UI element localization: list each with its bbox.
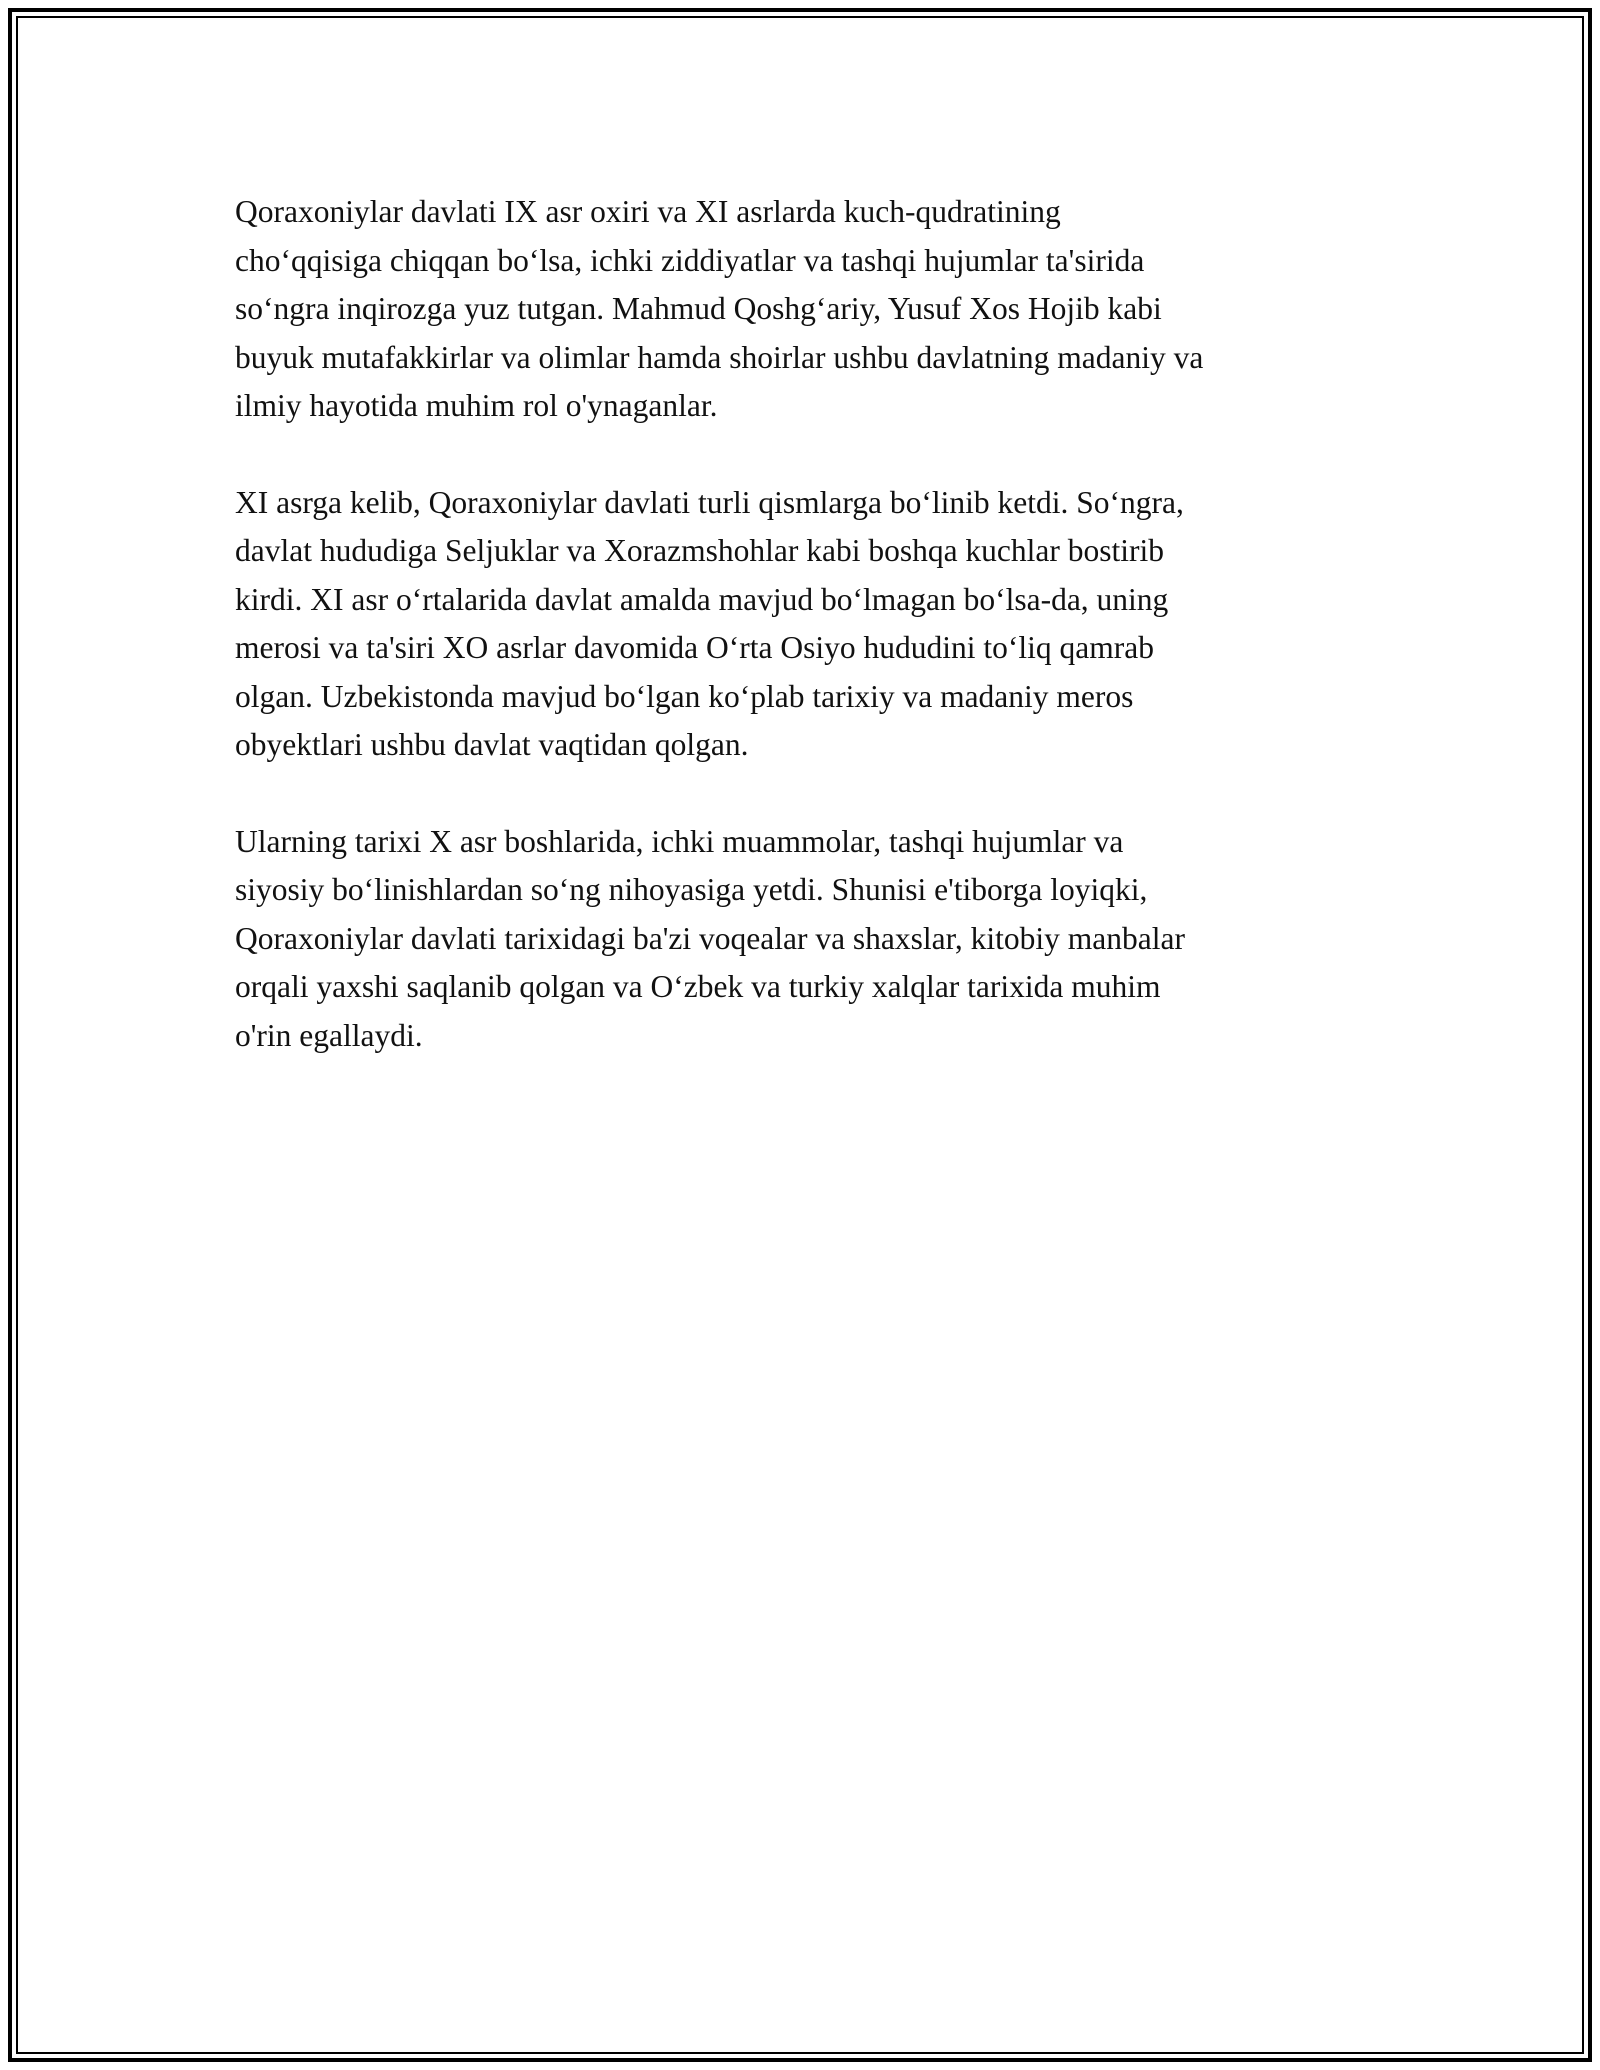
paragraph-3: Ularning tarixi X asr boshlarida, ichki muammolar, tashqi hujumlar va siyosiy bo‘linishlardan so‘ng nihoyasiga yetdi. Shunisi e'tiborga loyiqki, Qoraxoniylar davlati tarixidagi ba'zi voqealar va shaxslar, kitobiy manbalar orqali yaxshi saqlanib qolgan va O‘zbek va turkiy xalqlar tarixida muhim o'rin egallaydi. (235, 823, 1185, 1053)
document-body (235, 188, 1385, 1108)
paragraph-1: Qoraxoniylar davlati IX asr oxiri va XI asrlarda kuch-qudratining cho‘qqisiga chiqqan bo‘lsa, ichki ziddiyatlar va tashqi hujumlar ta'sirida so‘ngra inqirozga yuz tutgan. Mahmud Qoshg‘ariy, Yusuf Xos Hojib kabi buyuk mutafakkirlar va olimlar hamda shoirlar ushbu davlatning madaniy va ilmiy hayotida muhim rol o'ynaganlar. (235, 194, 1204, 423)
paragraph-2: XI asrga kelib, Qoraxoniylar davlati turli qismlarga bo‘linib ketdi. So‘ngra, davlat hududiga Seljuklar va Xorazmshohlar kabi boshqa kuchlar bostirib kirdi. XI asr o‘rtalarida davlat amalda mavjud bo‘lmagan bo‘lsa-da, uning merosi va ta'siri XO asrlar davomida O‘rta Osiyo hududini to‘liq qamrab olgan. Uzbekistonda mavjud bo‘lgan ko‘plab tarixiy va madaniy meros obyektlari ushbu davlat vaqtidan qolgan. (235, 484, 1184, 762)
